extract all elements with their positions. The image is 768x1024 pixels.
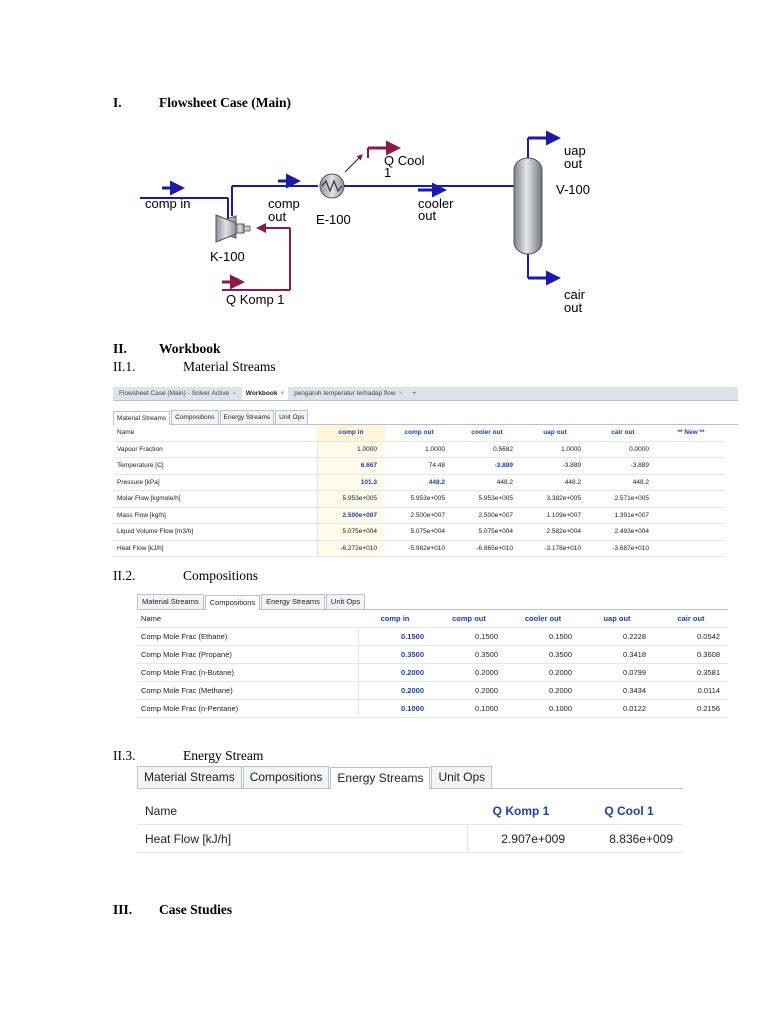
- table-cell[interactable]: 1.391e+007: [589, 507, 657, 524]
- table-cell[interactable]: 101.3: [317, 474, 385, 491]
- section-3-heading: III. Case Studies: [113, 902, 233, 917]
- column-header-uap-out[interactable]: uap out: [580, 610, 654, 628]
- compositions-panel: [137, 591, 728, 727]
- table-header-row: [137, 797, 683, 825]
- column-header-name: Name: [137, 610, 358, 628]
- doc-tab-workbook[interactable]: Workbook ×: [242, 387, 288, 400]
- table-cell[interactable]: -5.982e+010: [385, 540, 453, 557]
- doc-tab-flowsheet[interactable]: Flowsheet Case (Main) - Solver Active ×: [119, 390, 236, 397]
- column-header-name: Name: [113, 425, 317, 441]
- table-cell[interactable]: 0.5682: [453, 441, 521, 458]
- column-header-cair-out[interactable]: cair out: [654, 610, 728, 628]
- column-header-comp-in[interactable]: comp in: [358, 610, 432, 628]
- table-cell[interactable]: 5.953e+005: [385, 491, 453, 508]
- table-cell[interactable]: -6.865e+010: [453, 540, 521, 557]
- table-row: [113, 507, 725, 524]
- material-streams-table: [113, 425, 725, 557]
- table-cell[interactable]: 0.0542: [654, 628, 728, 646]
- label-e100: E-100: [316, 212, 351, 227]
- column-header-cooler-out[interactable]: cooler out: [506, 610, 580, 628]
- tab-energy-streams[interactable]: Energy Streams: [261, 594, 325, 609]
- column-header-comp-in[interactable]: comp in: [317, 425, 385, 441]
- table-cell[interactable]: 0.3581: [654, 664, 728, 682]
- row-label: Comp Mole Frac (Ethane): [137, 628, 358, 646]
- column-header-uap-out[interactable]: uap out: [521, 425, 589, 441]
- table-cell[interactable]: 0.3500: [506, 646, 580, 664]
- table-cell[interactable]: 6.667: [317, 458, 385, 475]
- table-row: [137, 682, 728, 700]
- table-cell[interactable]: 2.582e+004: [521, 524, 589, 541]
- table-cell[interactable]: 0.3434: [580, 682, 654, 700]
- label-k100: K-100: [210, 249, 245, 264]
- table-cell[interactable]: -6.272e+010: [317, 540, 385, 557]
- tab-material-streams[interactable]: Material Streams: [137, 594, 204, 609]
- table-cell[interactable]: 0.0122: [580, 700, 654, 718]
- table-cell[interactable]: 0.0114: [654, 682, 728, 700]
- tab-compositions[interactable]: Compositions: [243, 766, 330, 788]
- tab-unit-ops[interactable]: Unit Ops: [326, 594, 365, 609]
- column-header-name: Name: [137, 797, 467, 825]
- table-cell[interactable]: 74.48: [385, 458, 453, 475]
- table-cell[interactable]: 0.1500: [432, 628, 506, 646]
- table-cell[interactable]: 2.493e+004: [589, 524, 657, 541]
- table-cell[interactable]: 2.571e+005: [589, 491, 657, 508]
- section-1-heading: I. Flowsheet Case (Main): [113, 95, 291, 110]
- table-cell[interactable]: 5.075e+004: [317, 524, 385, 541]
- table-row: [137, 646, 728, 664]
- row-label: Molar Flow [kgmole/h]: [113, 491, 317, 508]
- tab-energy-streams[interactable]: Energy Streams: [330, 767, 430, 789]
- label-uap-out-2: out: [564, 156, 583, 171]
- label-uap-out-1: uap: [564, 143, 586, 158]
- table-row: [113, 458, 725, 475]
- label-cooler-out-2: out: [418, 208, 437, 223]
- table-cell[interactable]: -3.178e+010: [521, 540, 589, 557]
- table-cell[interactable]: 1.0000: [385, 441, 453, 458]
- table-row: [137, 628, 728, 646]
- table-cell[interactable]: 2.907e+009: [467, 825, 575, 853]
- row-label: Pressure [kPa]: [113, 474, 317, 491]
- table-header-row: [113, 425, 725, 441]
- table-cell[interactable]: 0.2156: [654, 700, 728, 718]
- label-cair-out-2: out: [564, 300, 583, 315]
- table-cell[interactable]: 2.500e+007: [453, 507, 521, 524]
- table-cell[interactable]: [657, 507, 725, 524]
- table-cell[interactable]: 0.2000: [506, 664, 580, 682]
- table-cell[interactable]: [657, 524, 725, 541]
- table-cell[interactable]: 0.0799: [580, 664, 654, 682]
- table-cell[interactable]: [657, 491, 725, 508]
- table-cell[interactable]: 0.1000: [506, 700, 580, 718]
- table-cell[interactable]: 0.3608: [654, 646, 728, 664]
- section-2-heading: II. Workbook: [113, 341, 221, 356]
- section-2-2-heading: II.2. Compositions: [113, 568, 259, 583]
- flowsheet-diagram: [140, 130, 610, 325]
- row-label: Heat Flow [kJ/h]: [113, 540, 317, 557]
- label-comp-out-2: out: [268, 209, 287, 224]
- table-row: [137, 664, 728, 682]
- stream-cair-out[interactable]: [528, 254, 558, 278]
- table-cell[interactable]: [657, 441, 725, 458]
- cooler-e100[interactable]: [320, 174, 344, 198]
- table-cell[interactable]: 0.2228: [580, 628, 654, 646]
- table-row: [137, 700, 728, 718]
- workbook-sub-tabs: [137, 766, 683, 789]
- row-label: Mass Flow [kg/h]: [113, 507, 317, 524]
- row-label: Comp Mole Frac (Propane): [137, 646, 358, 664]
- table-cell[interactable]: -3.889: [589, 458, 657, 475]
- table-cell[interactable]: [657, 458, 725, 475]
- separator-v100[interactable]: [514, 158, 542, 254]
- table-cell[interactable]: 448.2: [589, 474, 657, 491]
- table-cell[interactable]: 0.1000: [432, 700, 506, 718]
- table-cell[interactable]: 448.2: [453, 474, 521, 491]
- table-cell[interactable]: 0.0000: [589, 441, 657, 458]
- table-cell[interactable]: 3.382e+005: [521, 491, 589, 508]
- label-cooler-out-1: cooler: [418, 196, 454, 211]
- table-cell[interactable]: 2.500e+007: [317, 507, 385, 524]
- doc-tab-case-study[interactable]: pengaruh temperatur terhadap flow ×: [294, 390, 403, 397]
- compositions-table: [137, 610, 728, 718]
- tab-compositions[interactable]: Compositions: [205, 595, 260, 610]
- close-icon[interactable]: ×: [232, 390, 236, 397]
- workbook-sub-tabs: [113, 406, 738, 425]
- tab-material-streams[interactable]: Material Streams: [113, 411, 170, 425]
- table-row: [113, 540, 725, 557]
- table-cell[interactable]: [657, 474, 725, 491]
- row-label: Liquid Volume Flow [m3/h]: [113, 524, 317, 541]
- label-q-komp-1: Q Komp 1: [226, 292, 285, 307]
- workbook-sub-tabs: [137, 591, 728, 610]
- table-cell[interactable]: [657, 540, 725, 557]
- table-cell[interactable]: 5.953e+005: [453, 491, 521, 508]
- section-2-1-heading: II.1. Material Streams: [113, 359, 276, 374]
- column-header-comp-out[interactable]: comp out: [385, 425, 453, 441]
- label-comp-out-1: comp: [268, 196, 300, 211]
- table-cell[interactable]: 0.2000: [358, 664, 432, 682]
- column-header-new[interactable]: ** New **: [657, 425, 725, 441]
- close-icon[interactable]: ×: [398, 390, 403, 397]
- stream-uap-out[interactable]: [528, 138, 558, 158]
- row-label: Heat Flow [kJ/h]: [137, 825, 467, 853]
- tab-material-streams[interactable]: Material Streams: [137, 766, 242, 788]
- table-row: [113, 491, 725, 508]
- column-header-comp-out[interactable]: comp out: [432, 610, 506, 628]
- table-cell[interactable]: 0.1000: [358, 700, 432, 718]
- column-header-cair-out[interactable]: cair out: [589, 425, 657, 441]
- table-cell[interactable]: 448.2: [385, 474, 453, 491]
- column-header-q-cool-1[interactable]: Q Cool 1: [575, 797, 683, 825]
- table-cell[interactable]: 0.1500: [506, 628, 580, 646]
- energy-streams-panel: [137, 766, 683, 860]
- label-cair-out-1: cair: [564, 287, 585, 302]
- column-header-q-komp-1[interactable]: Q Komp 1: [467, 797, 575, 825]
- table-cell[interactable]: 0.3500: [358, 646, 432, 664]
- table-cell[interactable]: -3.889: [521, 458, 589, 475]
- table-cell[interactable]: 1.0000: [317, 441, 385, 458]
- close-icon[interactable]: ×: [280, 390, 285, 397]
- table-header-row: [137, 610, 728, 628]
- table-cell[interactable]: 5.075e+004: [453, 524, 521, 541]
- table-row: [113, 474, 725, 491]
- row-label: Comp Mole Frac (Methane): [137, 682, 358, 700]
- table-cell[interactable]: 0.1500: [358, 628, 432, 646]
- table-row: [113, 524, 725, 541]
- energy-streams-table: [137, 797, 683, 853]
- label-q-cool-2: 1: [384, 165, 392, 180]
- table-row: [113, 441, 725, 458]
- document-tab-bar: [113, 387, 738, 401]
- table-cell[interactable]: -3.889: [453, 458, 521, 475]
- table-cell[interactable]: -3.687e+010: [589, 540, 657, 557]
- material-streams-panel: [113, 387, 738, 555]
- label-q-cool-1: Q Cool: [384, 153, 425, 168]
- tab-unit-ops[interactable]: Unit Ops: [275, 410, 308, 424]
- table-cell[interactable]: 5.953e+005: [317, 491, 385, 508]
- table-cell[interactable]: 5.075e+004: [385, 524, 453, 541]
- compressor-k100[interactable]: [216, 215, 250, 242]
- column-header-cooler-out[interactable]: cooler out: [453, 425, 521, 441]
- row-label: Vapour Fraction: [113, 441, 317, 458]
- table-cell[interactable]: 0.3500: [432, 646, 506, 664]
- add-tab-icon[interactable]: +: [412, 390, 417, 397]
- table-row: [137, 825, 683, 853]
- tab-unit-ops[interactable]: Unit Ops: [431, 766, 492, 788]
- table-cell[interactable]: 0.2000: [432, 664, 506, 682]
- tab-compositions[interactable]: Compositions: [171, 410, 218, 424]
- table-cell[interactable]: 0.3418: [580, 646, 654, 664]
- table-cell[interactable]: 448.2: [521, 474, 589, 491]
- label-v100: V-100: [556, 182, 590, 197]
- label-comp-in: comp in: [145, 196, 191, 211]
- table-cell[interactable]: 0.2000: [432, 682, 506, 700]
- table-cell[interactable]: 0.2000: [506, 682, 580, 700]
- row-label: Comp Mole Frac (n-Pentane): [137, 700, 358, 718]
- table-cell[interactable]: 1.0000: [521, 441, 589, 458]
- tab-energy-streams[interactable]: Energy Streams: [220, 410, 275, 424]
- table-cell[interactable]: 1.109e+007: [521, 507, 589, 524]
- table-cell[interactable]: 0.2000: [358, 682, 432, 700]
- table-cell[interactable]: 8.836e+009: [575, 825, 683, 853]
- row-label: Comp Mole Frac (n-Butane): [137, 664, 358, 682]
- row-label: Temperature [C]: [113, 458, 317, 475]
- section-2-3-heading: II.3. Energy Stream: [113, 748, 264, 763]
- stream-cooler-out[interactable]: [344, 186, 514, 190]
- table-cell[interactable]: 2.500e+007: [385, 507, 453, 524]
